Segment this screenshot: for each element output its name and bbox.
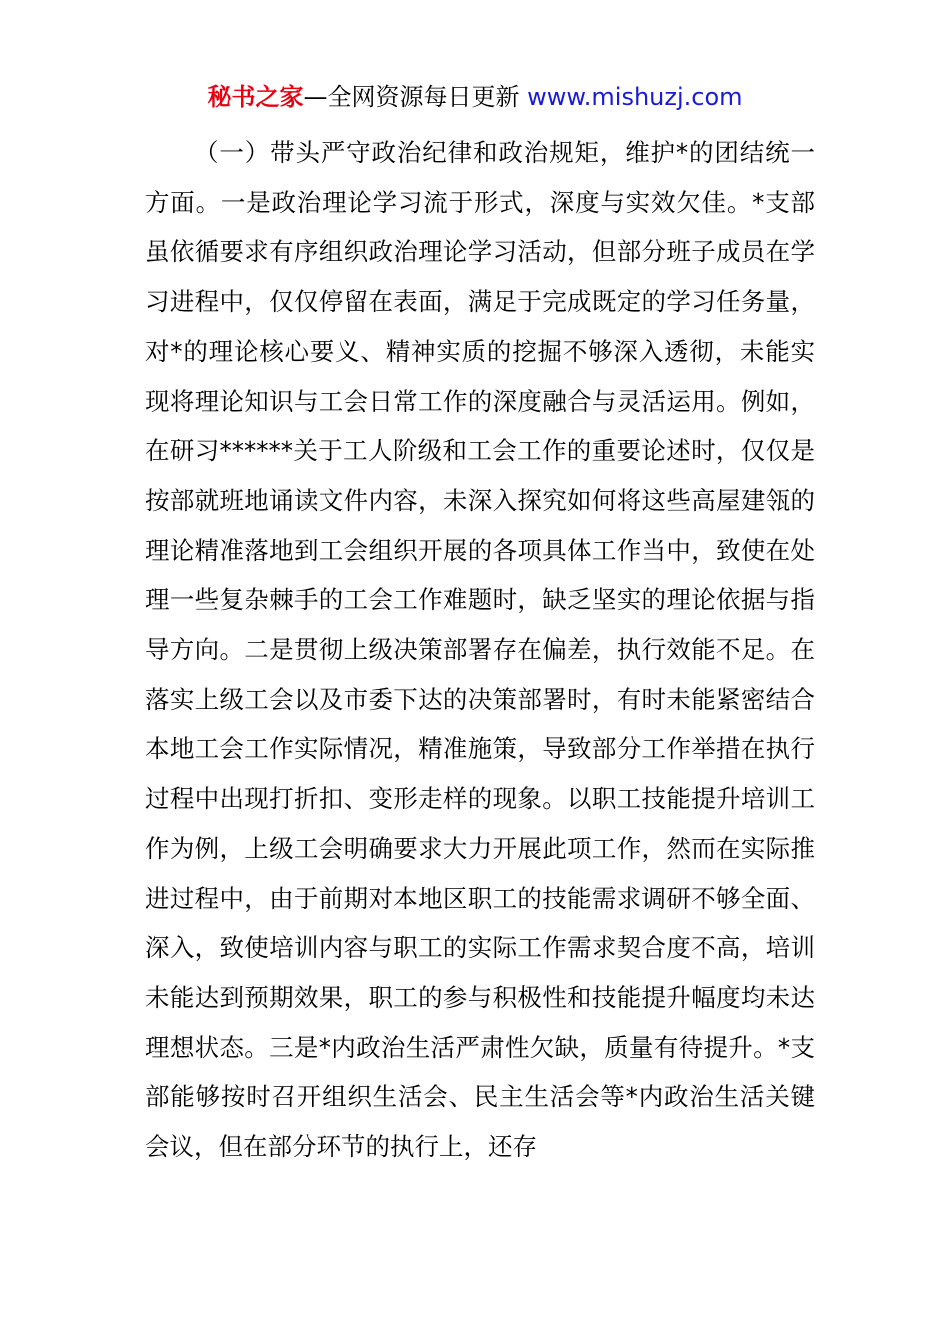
document-paragraph: （一）带头严守政治纪律和政治规矩，维护*的团结统一方面。一是政治理论学习流于形式，深度与实效欠佳。*支部虽依循要求有序组织政治理论学习活动，但部分班子成员在学习进程中，仅仅停留在表面，满足于完成既定的学习任务量，对*的理论核心要义、精神实质的挖掘不够深入透彻，未能实现将理论知识与工会日常工作的深度融合与灵活运用。例如，在研习******关于工人阶级和工会工作的重要论述时，仅仅是按部就班地诵读文件内容，未深入探究如何将这些高屋建瓴的理论精准落地到工会组织开展的各项具体工作当中，致使在处理一些复杂棘手的工会工作难题时，缺乏坚实的理论依据与指导方向。二是贯彻上级决策部署存在偏差，执行效能不足。在落实上级工会以及市委下达的决策部署时，有时未能紧密结合本地工会工作实际情况，精准施策，导致部分工作举措在执行过程中出现打折扣、变形走样的现象。以职工技能提升培训工作为例，上级工会明确要求大力开展此项工作，然而在实际推进过程中，由于前期对本地区职工的技能需求调研不够全面、深入，致使培训内容与职工的实际工作需求契合度不高，培训未能达到预期效果，职工的参与积极性和技能提升幅度均未达理想状态。三是*内政治生活严肃性欠缺，质量有待提升。*支部能够按时召开组织生活会、民主生活会等*内政治生活关键会议，但在部分环节的执行上，还存 xyxy=(145,138,815,1162)
site-url-link[interactable]: www.mishuzj.com xyxy=(527,83,743,111)
site-brand: 秘书之家 xyxy=(207,83,304,111)
site-header xyxy=(0,80,950,114)
site-tagline: —全网资源每日更新 xyxy=(303,83,528,111)
